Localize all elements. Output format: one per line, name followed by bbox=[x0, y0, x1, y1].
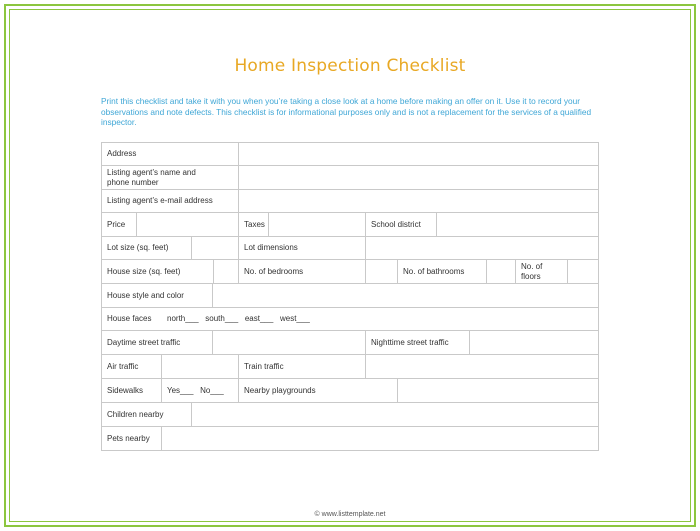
table-row-children bbox=[101, 403, 599, 427]
house-faces-options[interactable]: north___ south___ east___ west___ bbox=[167, 314, 310, 323]
field-house-style[interactable] bbox=[212, 284, 600, 307]
table-row-price bbox=[101, 213, 599, 237]
label-floors: No. of floors bbox=[515, 260, 567, 283]
field-bedrooms[interactable] bbox=[365, 260, 397, 283]
field-floors[interactable] bbox=[567, 260, 600, 283]
field-lot-size[interactable] bbox=[191, 237, 238, 259]
table-row-street-traffic bbox=[101, 331, 599, 355]
field-price[interactable] bbox=[136, 213, 238, 236]
page-title: Home Inspection Checklist bbox=[234, 56, 466, 76]
table-row-sidewalks bbox=[101, 379, 599, 403]
table-row-house-faces bbox=[101, 308, 599, 331]
label-agent-name: Listing agent’s name and phone number bbox=[107, 167, 196, 187]
label-house-style: House style and color bbox=[107, 290, 184, 300]
intro-text: Print this checklist and take it with you when you’re taking a close look at a home before making an offer on it. Use it to record your observations and note defects. This checklist is for informational purposes only and is not a replacement for the services of a qualified inspector. bbox=[101, 96, 592, 127]
footer-credit: © www.listtemplate.net bbox=[314, 511, 386, 518]
field-agent-email[interactable] bbox=[238, 190, 600, 212]
table-row-pets bbox=[101, 427, 599, 451]
field-nighttime-traffic[interactable] bbox=[469, 331, 600, 354]
table-row-agent-name bbox=[101, 166, 599, 190]
label-bathrooms: No. of bathrooms bbox=[397, 260, 486, 283]
label-agent-email: Listing agent’s e-mail address bbox=[107, 196, 213, 205]
table-row-house-style bbox=[101, 284, 599, 308]
sidewalks-options[interactable]: Yes___ No___ bbox=[161, 379, 238, 402]
table-row-lot bbox=[101, 237, 599, 260]
label-lot-dimensions: Lot dimensions bbox=[238, 237, 365, 259]
field-bathrooms[interactable] bbox=[486, 260, 515, 283]
field-agent-name[interactable] bbox=[238, 166, 600, 189]
table-row-house-size bbox=[101, 260, 599, 284]
field-taxes[interactable] bbox=[268, 213, 365, 236]
label-lot-size: Lot size (sq. feet) bbox=[107, 243, 169, 252]
label-air-traffic: Air traffic bbox=[107, 361, 139, 371]
field-air-traffic[interactable] bbox=[161, 355, 238, 378]
label-nighttime-traffic: Nighttime street traffic bbox=[365, 331, 469, 354]
label-playgrounds: Nearby playgrounds bbox=[238, 379, 397, 402]
label-children: Children nearby bbox=[107, 409, 164, 419]
label-address: Address bbox=[107, 149, 137, 158]
label-sidewalks: Sidewalks bbox=[107, 385, 144, 395]
label-price: Price bbox=[107, 219, 126, 229]
field-children[interactable] bbox=[191, 403, 600, 426]
field-train-traffic[interactable] bbox=[365, 355, 600, 378]
field-school-district[interactable] bbox=[436, 213, 600, 236]
checklist-table bbox=[101, 142, 599, 451]
label-taxes: Taxes bbox=[238, 213, 268, 236]
field-house-size[interactable] bbox=[213, 260, 238, 283]
label-bedrooms: No. of bedrooms bbox=[238, 260, 365, 283]
field-lot-dimensions[interactable] bbox=[365, 237, 600, 259]
table-row-address bbox=[101, 142, 599, 166]
label-pets: Pets nearby bbox=[107, 433, 150, 443]
field-address[interactable] bbox=[238, 143, 600, 165]
field-daytime-traffic[interactable] bbox=[212, 331, 365, 354]
table-row-agent-email bbox=[101, 190, 599, 213]
label-train-traffic: Train traffic bbox=[238, 355, 365, 378]
field-playgrounds[interactable] bbox=[397, 379, 600, 402]
table-row-air-train bbox=[101, 355, 599, 379]
label-school-district: School district bbox=[365, 213, 436, 236]
label-house-faces: House faces bbox=[107, 314, 152, 323]
field-pets[interactable] bbox=[161, 427, 600, 450]
label-daytime-traffic: Daytime street traffic bbox=[107, 337, 181, 347]
label-house-size: House size (sq. feet) bbox=[107, 266, 181, 276]
